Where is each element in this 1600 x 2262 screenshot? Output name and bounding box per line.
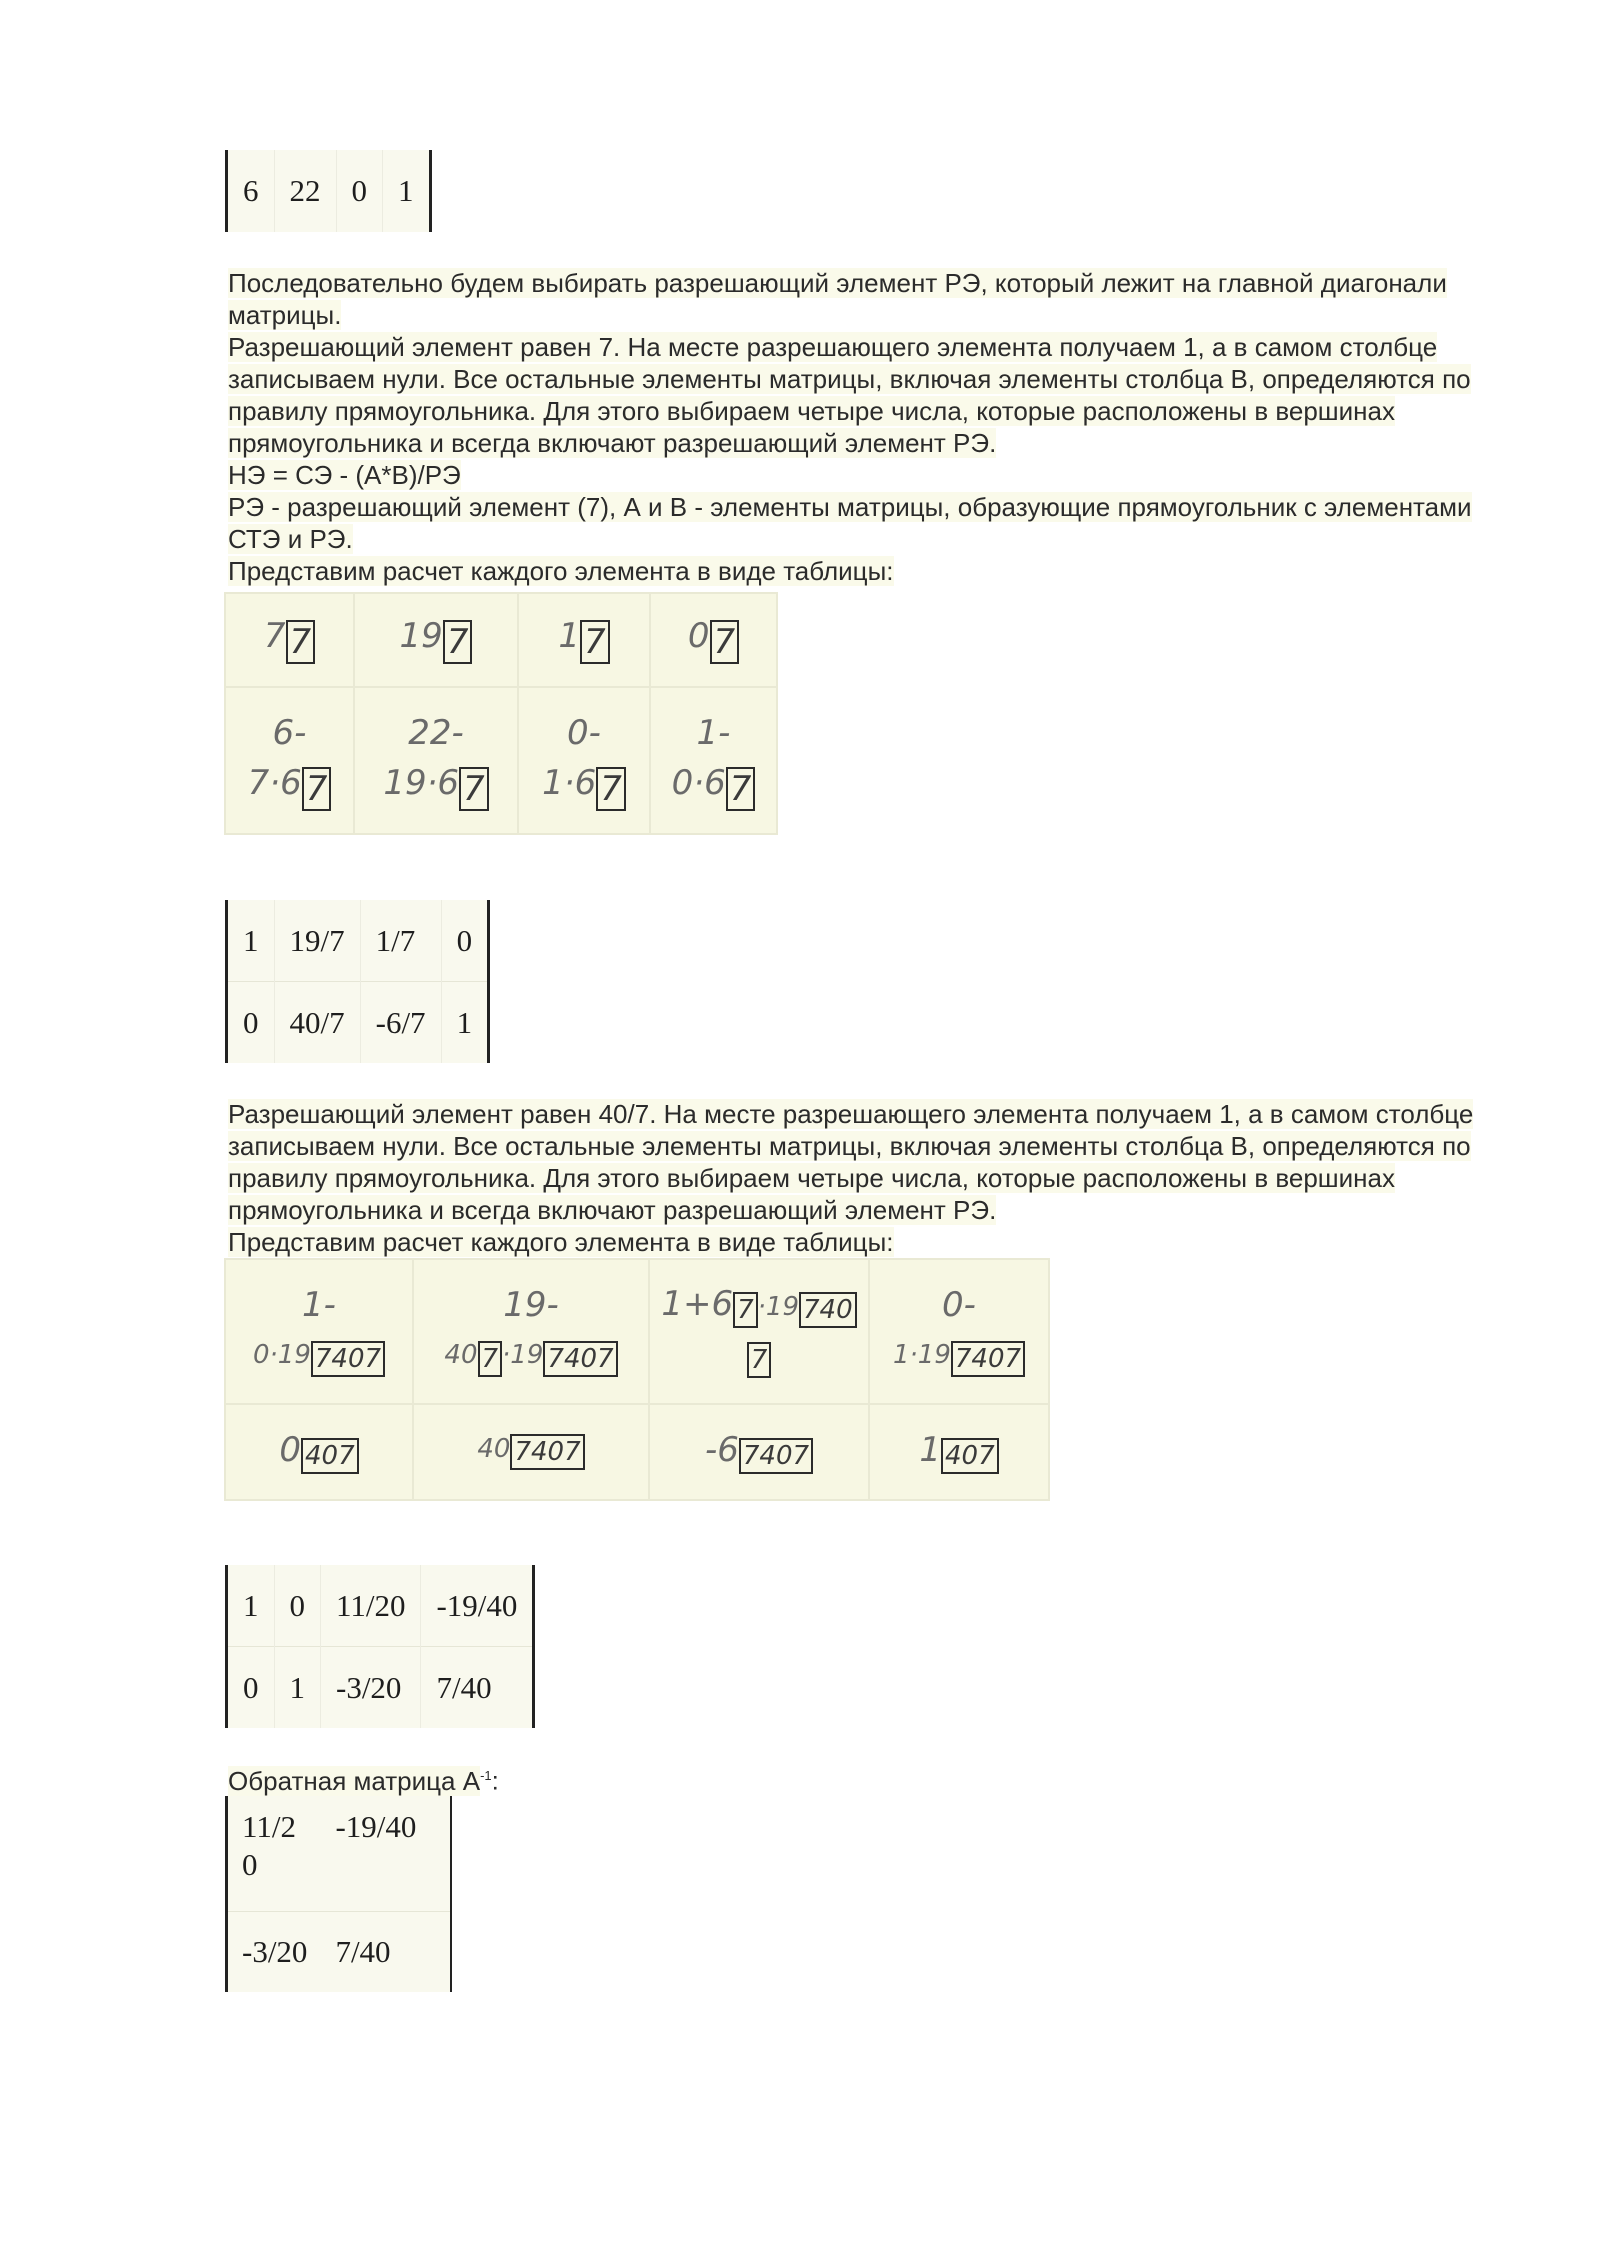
paragraph-table-intro-2: Представим расчет каждого элемента в виде таблицы: [228,1227,894,1257]
calc-cell: 22- 19·6 7 [354,687,518,834]
inverse-matrix [225,1796,452,1992]
calc-cell: -6 7407 [649,1404,869,1500]
calc-cell: 1- 0·19 7407 [225,1259,413,1404]
inverse-label-text: Обратная матрица A [228,1765,481,1796]
matrix-cell: 6 [228,150,274,232]
inverse-superscript: -1 [480,1768,492,1783]
calc-cell: 1 7 [518,593,650,687]
calc-cell: 40 7407 [413,1404,649,1500]
matrix-cell: 40/7 [274,982,360,1064]
paragraph-intro: Последовательно будем выбирать разрешающий элемент РЭ, который лежит на главной диагонали матрицы. [228,268,1447,330]
paragraph-legend: РЭ - разрешающий элемент (7), А и В - элементы матрицы, образующие прямоугольник с элементами СТЭ и РЭ. [228,492,1472,554]
calc-cell: 1+6 7 ·19 740 7 [649,1259,869,1404]
matrix-2 [225,900,490,1063]
matrix-cell: 22 [274,150,336,232]
matrix-cell: -3/20 [228,1911,321,1992]
matrix-3-table [228,1565,532,1728]
matrix-cell: 0 [228,1647,274,1729]
calc-table-1 [224,592,778,835]
text-block-1 [228,267,1488,587]
paragraph-rule-2: Разрешающий элемент равен 40/7. На месте разрешающего элемента получаем 1, а в самом столбце записываем нули. Все остальные элементы матрицы, включая элементы столбца B, определяются по правилу прямоугольника. Для этого выбираем четыре числа, которые расположены в вершинах прямоугольника и всегда включают разрешающий элемент РЭ. [228,1099,1474,1225]
matrix-2-table [228,900,487,1063]
matrix-cell: 0 [441,900,487,982]
paragraph-rule: Разрешающий элемент равен 7. На месте разрешающего элемента получаем 1, а в самом столбце записываем нули. Все остальные элементы матрицы, включая элементы столбца B, определяются по правилу прямоугольника. Для этого выбираем четыре числа, которые расположены в вершинах прямоугольника и всегда включают разрешающий элемент РЭ. [228,332,1471,458]
inverse-colon: : [491,1765,499,1796]
matrix-cell [228,1796,321,1911]
matrix-cell: 1 [441,982,487,1064]
matrix-cell: 0 [274,1565,321,1647]
matrix-top-table [228,150,429,232]
matrix-cell: 0 [336,150,383,232]
matrix-cell: 1 [228,1565,274,1647]
calc-cell: 7 7 [225,593,354,687]
matrix-cell: 19/7 [274,900,360,982]
matrix-top [225,150,432,232]
matrix-cell: 0 [228,982,274,1064]
calc-cell: 0 7 [650,593,777,687]
matrix-cell: 1 [228,900,274,982]
calc-cell: 1- 0·6 7 [650,687,777,834]
matrix-cell: 1/7 [360,900,441,982]
calc-cell: 1 407 [869,1404,1049,1500]
calc-cell: 0 407 [225,1404,413,1500]
inverse-cell-11: 11/2 0 [242,1809,296,1882]
calc-cell: 0- 1·19 7407 [869,1259,1049,1404]
calc-cell: 0- 1·6 7 [518,687,650,834]
matrix-cell: 1 [383,150,429,232]
matrix-cell: -19/40 [321,1796,450,1911]
matrix-cell: -19/40 [421,1565,532,1647]
calc-cell: 19 7 [354,593,518,687]
calc-cell: 6- 7·6 7 [225,687,354,834]
calc-table-2 [224,1258,1050,1501]
matrix-cell: -3/20 [321,1647,421,1729]
matrix-cell: 11/20 [321,1565,421,1647]
formula-line: НЭ = СЭ - (А*В)/РЭ [228,460,461,490]
matrix-3 [225,1565,535,1728]
inverse-matrix-table [228,1796,450,1992]
calc-cell: 19- 40 7 ·19 7407 [413,1259,649,1404]
matrix-cell: -6/7 [360,982,441,1064]
inverse-label [228,1760,499,1797]
matrix-cell: 7/40 [421,1647,532,1729]
matrix-cell: 1 [274,1647,321,1729]
paragraph-table-intro: Представим расчет каждого элемента в виде таблицы: [228,556,894,586]
text-block-2 [228,1098,1488,1258]
matrix-cell: 7/40 [321,1911,450,1992]
